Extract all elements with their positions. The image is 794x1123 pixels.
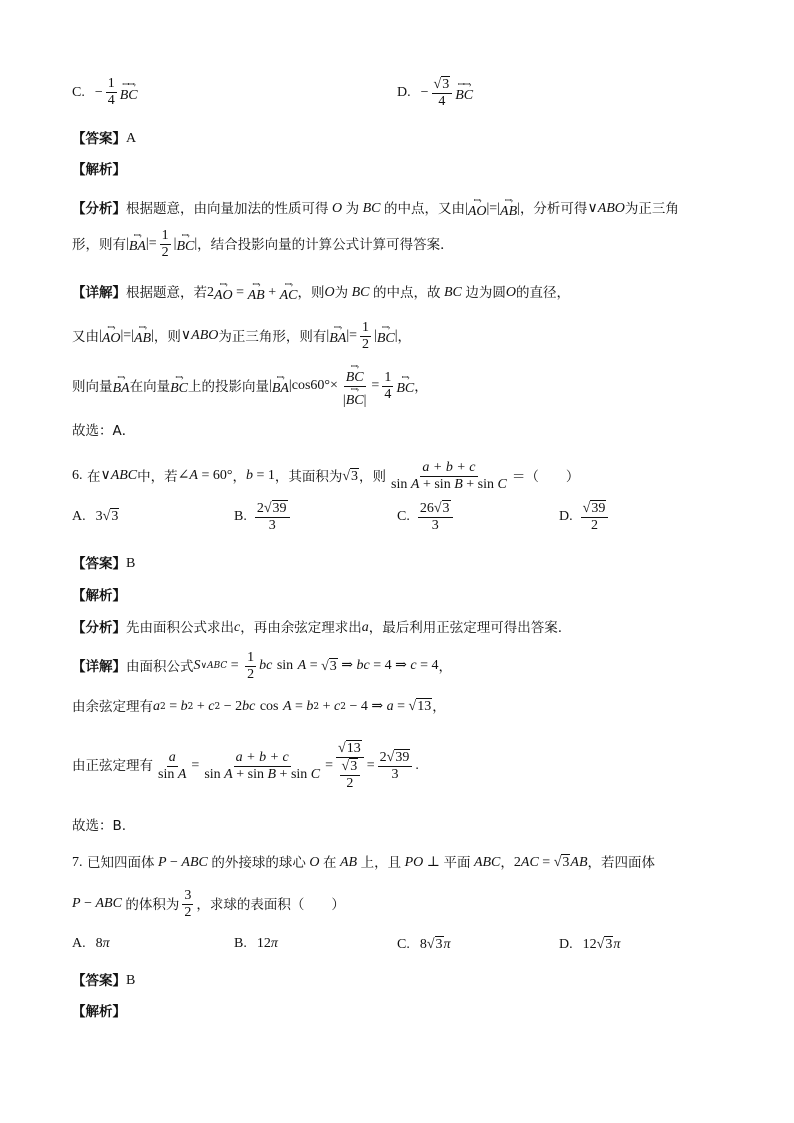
q5-conclusion: 故选：A． [72, 423, 136, 439]
q7-option-b: B. 12π [234, 936, 278, 951]
q5-option-c: C. − $\frac{1}{4}$ ꟷꟷ› BC [72, 76, 138, 109]
q7-answer: 【答案】 B [72, 973, 136, 990]
q6-option-d: D. √ 39 2 [559, 500, 611, 534]
q6-option-b: B. 2√ 39 3 [234, 500, 293, 534]
q6-conclusion: 故选：B. [72, 818, 127, 834]
q7-option-c: C. 8√ 3 π [397, 936, 451, 952]
q5-fenxi-line1: 【分析】 根据题意，由向量加法的性质可得 O 为 BC 的中点，又由 | ꟷ› AO |=| ꟷ› AB | ，分析可得 ∨ ABO 为正三角 [72, 196, 679, 219]
q7-analysis-tag: 【解析】 [72, 1004, 126, 1020]
q6-answer: 【答案】 B [72, 556, 136, 573]
q6-fenxi: 【分析】 先由面积公式求出 c ，再由余弦定理求出 a ，最后利用正弦定理可得出答案. [72, 620, 563, 637]
q5-answer: 【答案】 A [72, 131, 137, 148]
fraction: √ 3 4 [432, 76, 453, 110]
q6-analysis-tag: 【解析】 [72, 588, 126, 604]
q7-stem-line1: 7. 已知四面体 P − ABC 的外接球的球心 O 在 AB 上，且 PO ⊥ 平面 ABC ， 2 AC = √ 3 AB ，若四面体 [72, 854, 655, 871]
q7-option-a: A. 8π [72, 936, 110, 951]
q5-analysis-tag: 【解析】 [72, 162, 126, 178]
fraction: $\frac{1}{4}$ [107, 76, 115, 109]
q6-stem: 6. 在 ∨ ABC 中，若 ∠ A = 60° ， b = 1 ，其面积为 √ 3 ，则 $\frac{a + b + c}{\text{sin A + sin B + sin C}}$ ＝（ ） [72, 460, 580, 493]
q6-xiangjie-line3: 由正弦定理有 $\frac{a}{\text{sin A}}$ = $\frac{a + b + c}{\text{sin A + sin B + sin C}}$ = √ 13 √ 3 2 = 2√ 39 3 . [72, 741, 419, 792]
q6-option-c: C. 26√ 3 3 [397, 500, 456, 534]
vector-bc: ꟷꟷ› BC [119, 79, 138, 103]
q5-xiangjie-line1: 【详解】 根据题意，若 2 ꟷ› AO = ꟷ› AB + ꟷ› AC ，则 O 为 BC 的中点，故 BC 边为圆 O 的直径， [72, 280, 571, 303]
q6-option-a: A. 3√ 3 [72, 508, 119, 524]
q6-xiangjie-line2: 由余弦定理有 a 2 = b 2 + c 2 − 2 bc cos A = b 2 + c 2 − 4 ⇒ a = √ 13 ， [72, 698, 446, 715]
q5-fenxi-line2: 形，则有 | ꟷ› BA |= $\frac{1}{2}$ | ꟷ› BC | ，结合投影向量的计算公式计算可得答案． [72, 228, 454, 261]
q5-xiangjie-line3: 则向量 ꟷ› BA 在向量 ꟷ› BC 上的投影向量 | ꟷ› BA |cos60°× ꟷ› BC | ꟷ› BC | = $\frac{1}{4}$ ꟷ› BC ， [72, 362, 428, 409]
q5-xiangjie-line2: 又由 | ꟷ› AO |=| ꟷ› AB | ，则 ∨ ABO 为正三角形，则有 | ꟷ› BA |= $\frac{1}{2}$ | ꟷ› BC | ， [72, 320, 412, 353]
q5-option-d: D. − √ 3 4 ꟷꟷ› BC [397, 77, 474, 110]
q7-option-d: D. 12√ 3 π [559, 936, 621, 952]
q6-xiangjie-line1: 【详解】 由面积公式 S ∨ABC = $\frac{1}{2}$ bc sin A = √ 3 ⇒ bc = 4 ⇒ c = 4 ， [72, 650, 453, 683]
q7-stem-line2: P − ABC 的体积为 $\frac{3}{2}$ ，求球的表面积（ ） [72, 888, 345, 921]
vector-bc: ꟷꟷ› BC [455, 80, 474, 104]
